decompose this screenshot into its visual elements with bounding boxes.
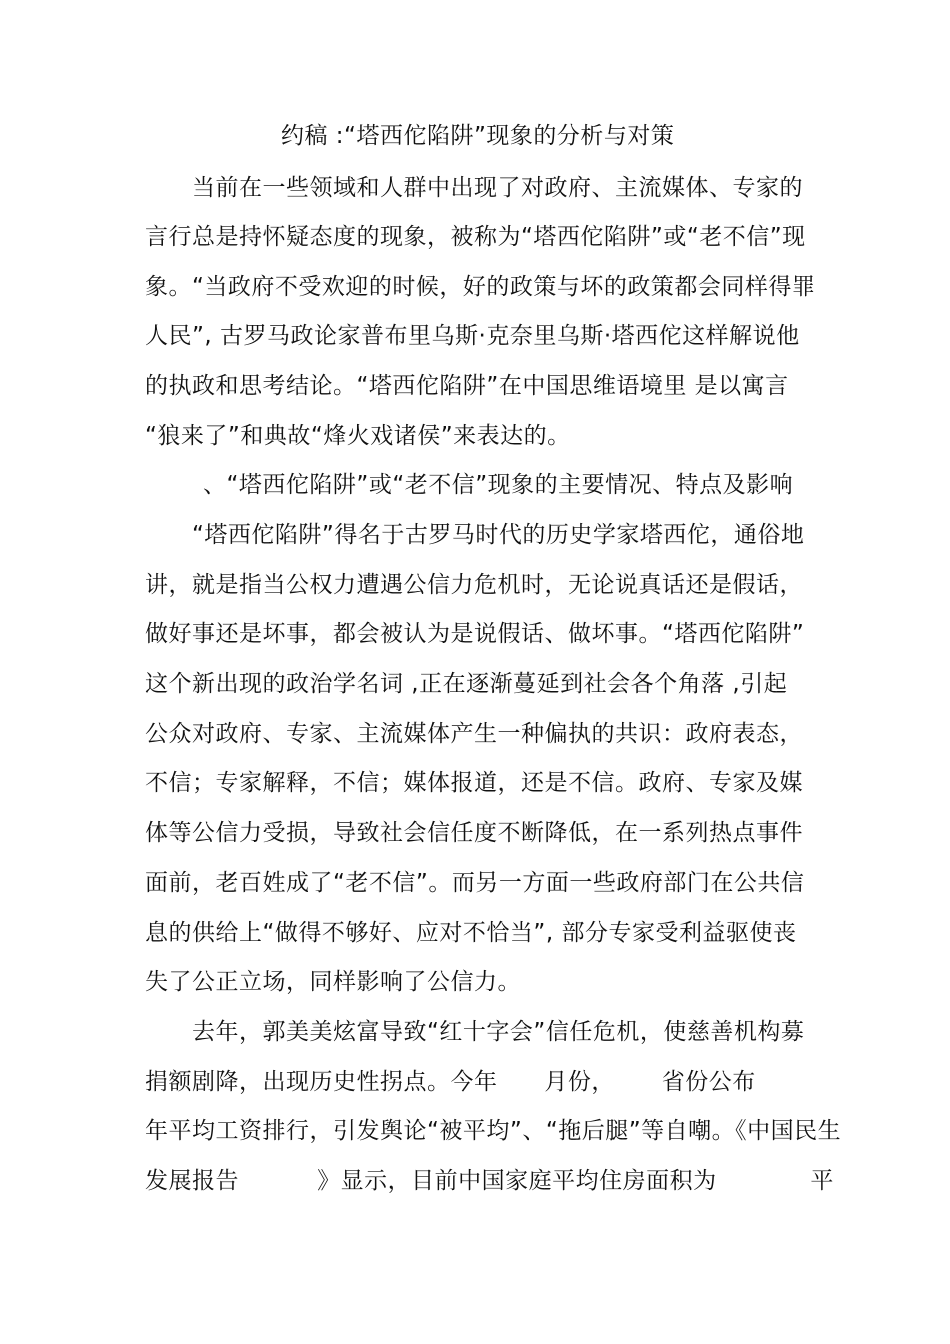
paragraph-line: 这个新出现的政治学名词 ,正在逐渐蔓延到社会各个角落 ,引起: [145, 671, 788, 697]
paragraph-line: 的执政和思考结论。“塔西佗陷阱”在中国思维语境里 是以寓言: [145, 373, 789, 399]
paragraph-line: “狼来了”和典故“烽火戏诸侯”来表达的。: [145, 423, 571, 449]
paragraph-line: 去年，郭美美炫富导致“红十字会”信任危机，使慈善机构募: [192, 1019, 805, 1045]
document-title: 约稿 :“塔西佗陷阱”现象的分析与对策: [281, 123, 675, 149]
paragraph-line: 象。“当政府不受欢迎的时候，好的政策与坏的政策都会同样得罪: [145, 274, 816, 300]
paragraph-line: “塔西佗陷阱”得名于古罗马时代的历史学家塔西佗，通俗地: [192, 522, 805, 548]
paragraph-line: 面前，老百姓成了“老不信”。而另一方面一些政府部门在公共信: [145, 870, 805, 896]
paragraph-line: 失了公正立场，同样影响了公信力。: [145, 969, 521, 995]
paragraph-line: 捐额剧降，出现历史性拐点。今年 月份， 省份公布: [145, 1069, 756, 1095]
paragraph-line: 当前在一些领域和人群中出现了对政府、主流媒体、专家的: [192, 175, 803, 201]
paragraph-line: 发展报告 》显示，目前中国家庭平均住房面积为 平: [145, 1168, 834, 1194]
paragraph-line: 讲，就是指当公权力遭遇公信力危机时，无论说真话还是假话，: [145, 572, 803, 598]
section-heading: 、“塔西佗陷阱”或“老不信”现象的主要情况、特点及影响: [203, 472, 794, 498]
paragraph-line: 做好事还是坏事，都会被认为是说假话、做坏事。“塔西佗陷阱”: [145, 621, 805, 647]
paragraph-line: 体等公信力受损，导致社会信任度不断降低，在一系列热点事件: [145, 820, 803, 846]
paragraph-line: 公众对政府、专家、主流媒体产生一种偏执的共识：政府表态，: [145, 721, 803, 747]
paragraph-line: 息的供给上“做得不够好、应对不恰当”, 部分专家受利益驱使丧: [145, 920, 797, 946]
paragraph-line: 人民”, 古罗马政论家普布里乌斯·克奈里乌斯·塔西佗这样解说他: [145, 323, 800, 349]
paragraph-line: 年平均工资排行，引发舆论“被平均”、“拖后腿”等自嘲。《中国民生: [145, 1118, 842, 1144]
paragraph-line: 不信；专家解释，不信；媒体报道，还是不信。政府、专家及媒: [145, 770, 803, 796]
paragraph-line: 言行总是持怀疑态度的现象，被称为“塔西佗陷阱”或“老不信”现: [145, 224, 806, 250]
